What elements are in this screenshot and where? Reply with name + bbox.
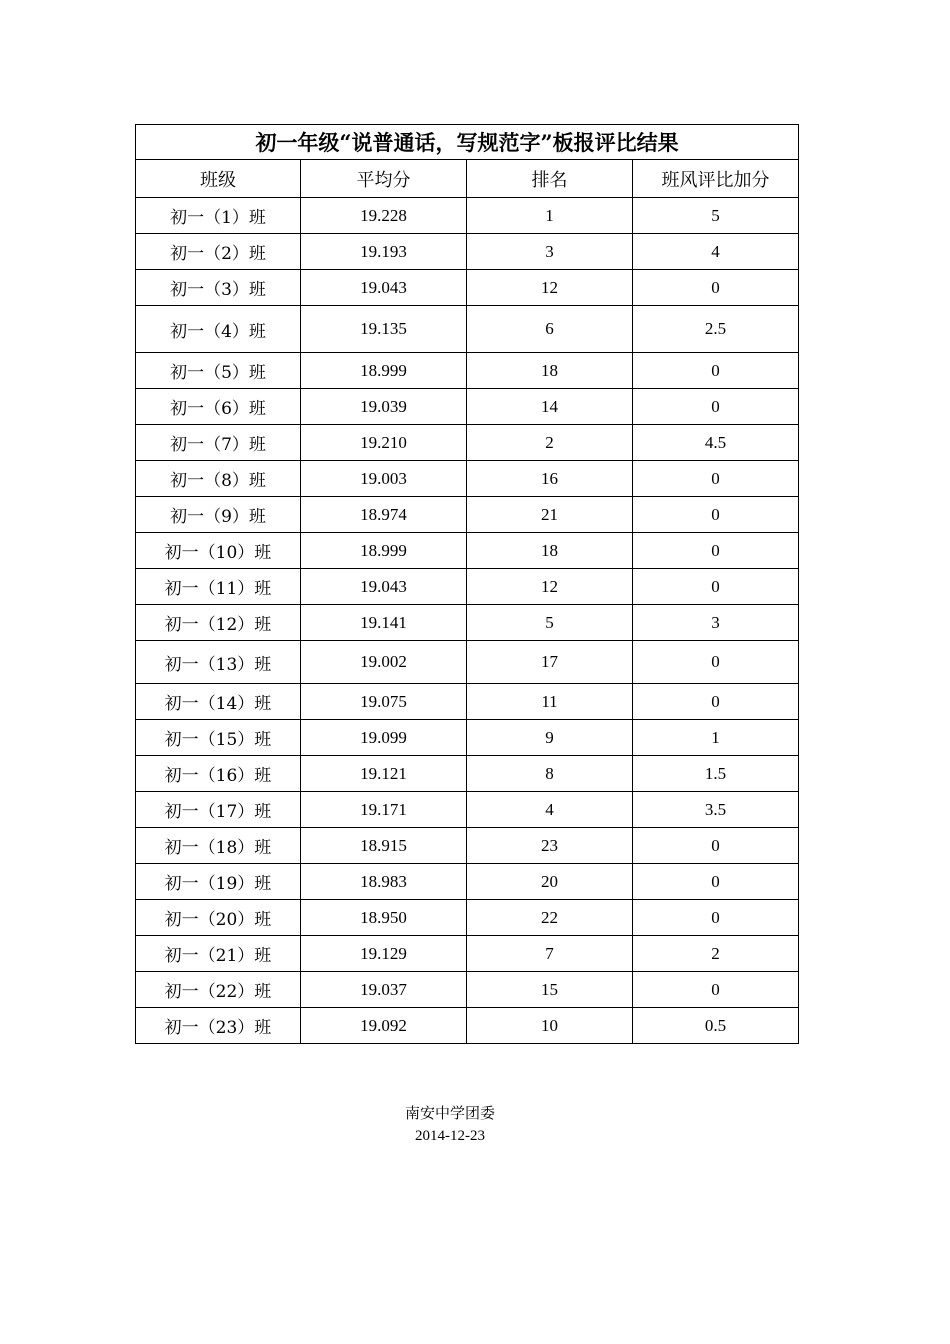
table-row bbox=[136, 533, 799, 569]
cell-class: 初一（13）班 bbox=[136, 641, 301, 684]
cell-rank: 22 bbox=[467, 900, 633, 936]
table-row bbox=[136, 828, 799, 864]
cell-class: 初一（4）班 bbox=[136, 306, 301, 353]
column-header-bonus: 班风评比加分 bbox=[633, 160, 799, 198]
table-row bbox=[136, 389, 799, 425]
cell-average: 18.999 bbox=[301, 533, 467, 569]
cell-average: 18.915 bbox=[301, 828, 467, 864]
cell-rank: 10 bbox=[467, 1008, 633, 1044]
footer-organization: 南安中学团委 bbox=[404, 1104, 495, 1122]
cell-class: 初一（17）班 bbox=[136, 792, 301, 828]
cell-rank: 9 bbox=[467, 720, 633, 756]
cell-average: 19.193 bbox=[301, 234, 467, 270]
cell-class: 初一（19）班 bbox=[136, 864, 301, 900]
cell-average: 19.037 bbox=[301, 972, 467, 1008]
cell-average: 18.974 bbox=[301, 497, 467, 533]
cell-bonus: 0 bbox=[633, 270, 799, 306]
cell-bonus: 0 bbox=[633, 641, 799, 684]
table-row bbox=[136, 353, 799, 389]
cell-rank: 8 bbox=[467, 756, 633, 792]
cell-average: 19.002 bbox=[301, 641, 467, 684]
cell-average: 19.210 bbox=[301, 425, 467, 461]
cell-rank: 5 bbox=[467, 605, 633, 641]
table-row bbox=[136, 900, 799, 936]
cell-rank: 11 bbox=[467, 684, 633, 720]
cell-bonus: 2.5 bbox=[633, 306, 799, 353]
cell-average: 19.099 bbox=[301, 720, 467, 756]
cell-bonus: 0 bbox=[633, 828, 799, 864]
column-header-average: 平均分 bbox=[301, 160, 467, 198]
cell-average: 19.092 bbox=[301, 1008, 467, 1044]
cell-bonus: 0 bbox=[633, 684, 799, 720]
cell-rank: 6 bbox=[467, 306, 633, 353]
cell-bonus: 0 bbox=[633, 497, 799, 533]
cell-average: 19.141 bbox=[301, 605, 467, 641]
cell-rank: 23 bbox=[467, 828, 633, 864]
cell-bonus: 0 bbox=[633, 389, 799, 425]
cell-rank: 1 bbox=[467, 198, 633, 234]
cell-rank: 15 bbox=[467, 972, 633, 1008]
table-row bbox=[136, 425, 799, 461]
cell-bonus: 1 bbox=[633, 720, 799, 756]
cell-rank: 18 bbox=[467, 533, 633, 569]
cell-average: 19.043 bbox=[301, 569, 467, 605]
title-row bbox=[136, 125, 799, 160]
cell-class: 初一（23）班 bbox=[136, 1008, 301, 1044]
cell-class: 初一（5）班 bbox=[136, 353, 301, 389]
cell-rank: 16 bbox=[467, 461, 633, 497]
cell-class: 初一（18）班 bbox=[136, 828, 301, 864]
table-row bbox=[136, 1008, 799, 1044]
cell-bonus: 0 bbox=[633, 900, 799, 936]
cell-bonus: 4.5 bbox=[633, 425, 799, 461]
table-row bbox=[136, 684, 799, 720]
cell-class: 初一（22）班 bbox=[136, 972, 301, 1008]
cell-average: 19.228 bbox=[301, 198, 467, 234]
cell-average: 19.129 bbox=[301, 936, 467, 972]
cell-average: 18.999 bbox=[301, 353, 467, 389]
table-row bbox=[136, 569, 799, 605]
table-body bbox=[136, 198, 799, 1044]
cell-average: 19.171 bbox=[301, 792, 467, 828]
cell-average: 19.135 bbox=[301, 306, 467, 353]
cell-class: 初一（8）班 bbox=[136, 461, 301, 497]
footer-date: 2014-12-23 bbox=[415, 1128, 485, 1144]
cell-bonus: 0 bbox=[633, 461, 799, 497]
table-row bbox=[136, 936, 799, 972]
cell-rank: 4 bbox=[467, 792, 633, 828]
cell-rank: 14 bbox=[467, 389, 633, 425]
cell-bonus: 0.5 bbox=[633, 1008, 799, 1044]
cell-bonus: 4 bbox=[633, 234, 799, 270]
table-row bbox=[136, 864, 799, 900]
table-row bbox=[136, 306, 799, 353]
cell-average: 19.003 bbox=[301, 461, 467, 497]
cell-rank: 21 bbox=[467, 497, 633, 533]
table-row bbox=[136, 461, 799, 497]
cell-average: 18.983 bbox=[301, 864, 467, 900]
cell-bonus: 5 bbox=[633, 198, 799, 234]
cell-class: 初一（3）班 bbox=[136, 270, 301, 306]
cell-rank: 20 bbox=[467, 864, 633, 900]
cell-bonus: 0 bbox=[633, 533, 799, 569]
cell-average: 19.043 bbox=[301, 270, 467, 306]
header-row bbox=[136, 160, 799, 198]
cell-class: 初一（2）班 bbox=[136, 234, 301, 270]
cell-rank: 18 bbox=[467, 353, 633, 389]
table-row bbox=[136, 720, 799, 756]
table-row bbox=[136, 972, 799, 1008]
table-row bbox=[136, 792, 799, 828]
cell-rank: 2 bbox=[467, 425, 633, 461]
cell-rank: 17 bbox=[467, 641, 633, 684]
cell-class: 初一（15）班 bbox=[136, 720, 301, 756]
table-row bbox=[136, 270, 799, 306]
table-row bbox=[136, 497, 799, 533]
cell-bonus: 0 bbox=[633, 569, 799, 605]
results-table bbox=[135, 124, 799, 1044]
cell-rank: 12 bbox=[467, 270, 633, 306]
table-title: 初一年级“说普通话，写规范字”板报评比结果 bbox=[136, 125, 799, 160]
table-row bbox=[136, 198, 799, 234]
cell-bonus: 3.5 bbox=[633, 792, 799, 828]
cell-class: 初一（11）班 bbox=[136, 569, 301, 605]
cell-class: 初一（7）班 bbox=[136, 425, 301, 461]
cell-average: 19.075 bbox=[301, 684, 467, 720]
cell-class: 初一（20）班 bbox=[136, 900, 301, 936]
cell-class: 初一（12）班 bbox=[136, 605, 301, 641]
table-row bbox=[136, 756, 799, 792]
cell-bonus: 2 bbox=[633, 936, 799, 972]
cell-bonus: 0 bbox=[633, 864, 799, 900]
column-header-class: 班级 bbox=[136, 160, 301, 198]
column-header-rank: 排名 bbox=[467, 160, 633, 198]
cell-bonus: 0 bbox=[633, 353, 799, 389]
cell-class: 初一（14）班 bbox=[136, 684, 301, 720]
cell-bonus: 1.5 bbox=[633, 756, 799, 792]
table-row bbox=[136, 641, 799, 684]
cell-class: 初一（9）班 bbox=[136, 497, 301, 533]
cell-class: 初一（21）班 bbox=[136, 936, 301, 972]
cell-bonus: 3 bbox=[633, 605, 799, 641]
cell-class: 初一（6）班 bbox=[136, 389, 301, 425]
cell-rank: 7 bbox=[467, 936, 633, 972]
cell-average: 19.121 bbox=[301, 756, 467, 792]
cell-class: 初一（10）班 bbox=[136, 533, 301, 569]
cell-rank: 3 bbox=[467, 234, 633, 270]
cell-average: 19.039 bbox=[301, 389, 467, 425]
table-row bbox=[136, 605, 799, 641]
cell-average: 18.950 bbox=[301, 900, 467, 936]
cell-rank: 12 bbox=[467, 569, 633, 605]
cell-bonus: 0 bbox=[633, 972, 799, 1008]
cell-class: 初一（1）班 bbox=[136, 198, 301, 234]
table-row bbox=[136, 234, 799, 270]
cell-class: 初一（16）班 bbox=[136, 756, 301, 792]
